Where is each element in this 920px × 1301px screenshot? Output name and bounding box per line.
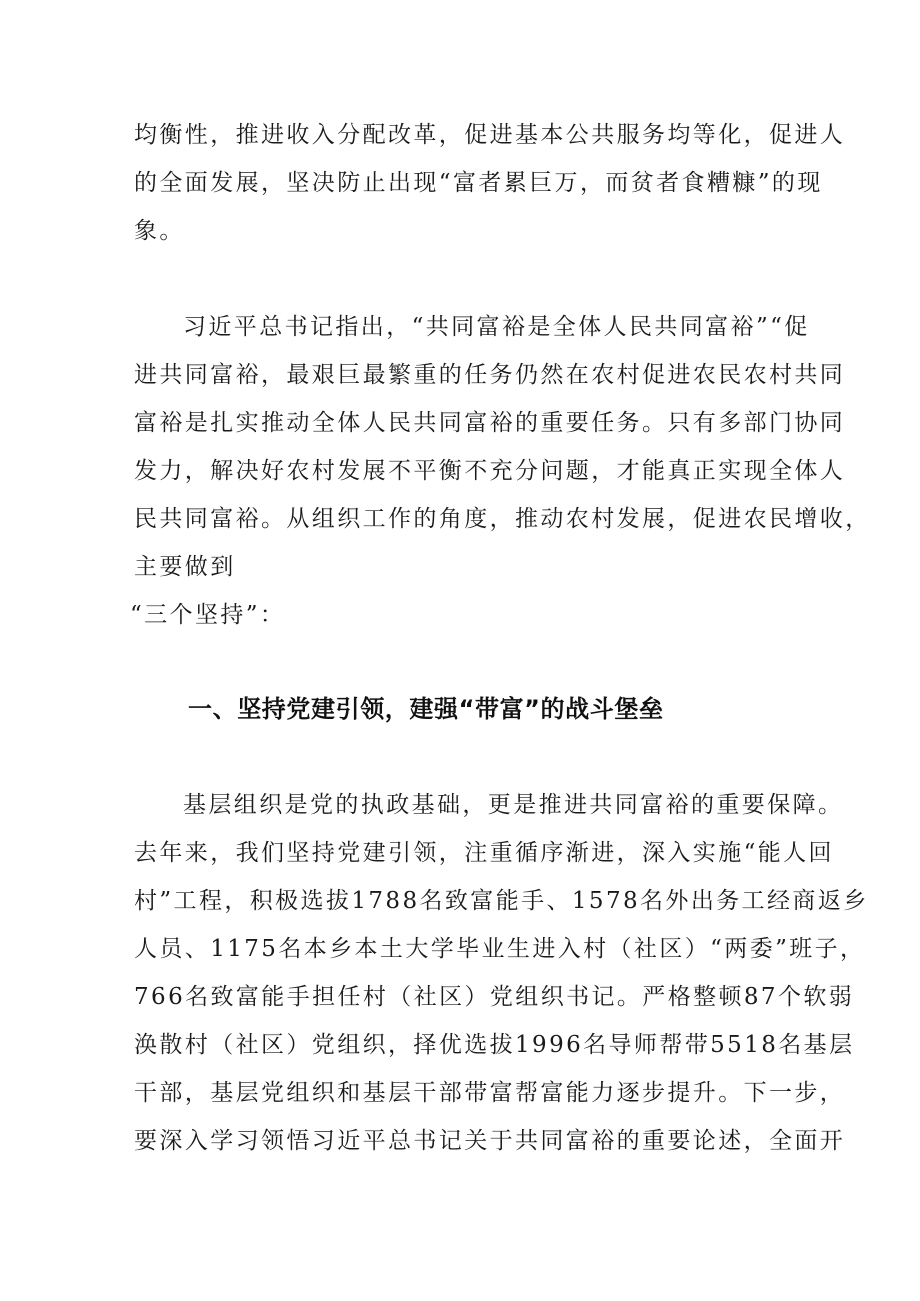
paragraph-2-line-5: 民共同富裕。从组织工作的角度，推动农村发展，促进农民增收， <box>134 506 871 532</box>
paragraph-3-line-2: 去年来，我们坚持党建引领，注重循序渐进，深入实施“能人回 <box>134 840 834 866</box>
section-heading: 一、坚持党建引领，建强“带富”的战斗堡垒 <box>188 695 664 723</box>
paragraph-3-line-8: 要深入学习领悟习近平总书记关于共同富裕的重要论述，全面开 <box>134 1128 846 1154</box>
paragraph-3-line-6: 涣散村（社区）党组织，择优选拔1996名导师帮带5518名基层 <box>134 1032 855 1058</box>
paragraph-2-line-6: 主要做到 <box>134 554 236 580</box>
paragraph-2-line-1: 习近平总书记指出，“共同富裕是全体人民共同富裕”“促 <box>183 314 810 340</box>
paragraph-3-line-7: 干部，基层党组织和基层干部带富帮富能力逐步提升。下一步， <box>134 1080 846 1106</box>
paragraph-2-line-7: “三个坚持”： <box>130 602 286 628</box>
paragraph-2-line-3: 富裕是扎实推动全体人民共同富裕的重要任务。只有多部门协同 <box>134 410 846 436</box>
paragraph-3-line-3: 村”工程，积极选拔1788名致富能手、1578名外出务工经商返乡 <box>134 888 869 914</box>
paragraph-2-line-4: 发力，解决好农村发展不平衡不充分问题，才能真正实现全体人 <box>134 458 846 484</box>
paragraph-3-line-1: 基层组织是党的执政基础，更是推进共同富裕的重要保障。 <box>183 792 844 818</box>
paragraph-1-line-3: 象。 <box>134 218 185 244</box>
paragraph-3-line-5: 766名致富能手担任村（社区）党组织书记。严格整顿87个软弱 <box>134 984 855 1010</box>
paragraph-3-line-4: 人员、1175名本乡本土大学毕业生进入村（社区）“两委”班子， <box>134 936 866 962</box>
paragraph-1-line-2: 的全面发展，坚决防止出现“富者累巨万，而贫者食糟糠”的现 <box>134 170 823 196</box>
paragraph-2-line-2: 进共同富裕，最艰巨最繁重的任务仍然在农村促进农民农村共同 <box>134 362 846 388</box>
paragraph-1-line-1: 均衡性，推进收入分配改革，促进基本公共服务均等化，促进人 <box>134 122 846 148</box>
